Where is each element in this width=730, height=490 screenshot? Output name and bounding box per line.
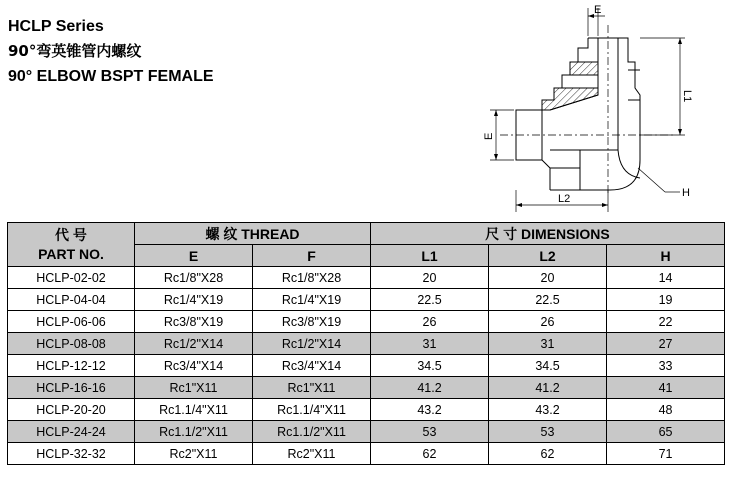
- cell-h: 41: [607, 377, 725, 399]
- cell-e: Rc1/2"X14: [135, 333, 253, 355]
- col-header-f: F: [253, 245, 371, 267]
- dim-label-e-top: E: [594, 4, 602, 16]
- cell-h: 19: [607, 289, 725, 311]
- cell-h: 48: [607, 399, 725, 421]
- thread-header: 螺 纹 THREAD: [135, 223, 371, 245]
- cell-e: Rc3/8"X19: [135, 311, 253, 333]
- cell-e: Rc2"X11: [135, 443, 253, 465]
- part-no-header: [8, 223, 135, 267]
- cell-e: Rc1/4"X19: [135, 289, 253, 311]
- specification-table: [7, 222, 725, 465]
- cell-h: 22: [607, 311, 725, 333]
- cell-f: Rc2"X11: [253, 443, 371, 465]
- dim-label-h: H: [682, 187, 690, 199]
- cell-e: Rc3/4"X14: [135, 355, 253, 377]
- cell-l2: 31: [489, 333, 607, 355]
- cell-l2: 20: [489, 267, 607, 289]
- cell-l1: 22.5: [371, 289, 489, 311]
- cell-f: Rc1/4"X19: [253, 289, 371, 311]
- cell-l2: 34.5: [489, 355, 607, 377]
- cell-l1: 53: [371, 421, 489, 443]
- table-row: [8, 443, 725, 465]
- cell-h: 33: [607, 355, 725, 377]
- table-row: [8, 333, 725, 355]
- table-row: [8, 289, 725, 311]
- cell-e: Rc1/8"X28: [135, 267, 253, 289]
- col-header-l1: L1: [371, 245, 489, 267]
- cell-f: Rc1/8"X28: [253, 267, 371, 289]
- cell-f: Rc1.1/4"X11: [253, 399, 371, 421]
- cell-l1: 31: [371, 333, 489, 355]
- cell-l2: 53: [489, 421, 607, 443]
- cell-l1: 62: [371, 443, 489, 465]
- cell-part-no: HCLP-12-12: [8, 355, 135, 377]
- cell-l2: 22.5: [489, 289, 607, 311]
- dim-label-l1: L1: [681, 90, 693, 103]
- cell-part-no: HCLP-02-02: [8, 267, 135, 289]
- dim-label-e-side: E: [483, 132, 495, 140]
- cell-f: Rc1"X11: [253, 377, 371, 399]
- cell-h: 65: [607, 421, 725, 443]
- cell-f: Rc1.1/2"X11: [253, 421, 371, 443]
- cell-part-no: HCLP-32-32: [8, 443, 135, 465]
- series-title: HCLP Series: [8, 18, 104, 35]
- cell-part-no: HCLP-24-24: [8, 421, 135, 443]
- cell-l1: 20: [371, 267, 489, 289]
- cell-part-no: HCLP-04-04: [8, 289, 135, 311]
- cell-l1: 41.2: [371, 377, 489, 399]
- table-row: [8, 377, 725, 399]
- cell-e: Rc1.1/2"X11: [135, 421, 253, 443]
- cell-l1: 26: [371, 311, 489, 333]
- table-row: [8, 421, 725, 443]
- table-row: [8, 311, 725, 333]
- cell-l1: 43.2: [371, 399, 489, 421]
- dimensions-header: 尺 寸 DIMENSIONS: [371, 223, 725, 245]
- table-row: [8, 267, 725, 289]
- cell-f: Rc3/8"X19: [253, 311, 371, 333]
- table-row: [8, 399, 725, 421]
- cell-f: Rc3/4"X14: [253, 355, 371, 377]
- cell-l1: 34.5: [371, 355, 489, 377]
- elbow-technical-drawing: [470, 0, 730, 215]
- cell-e: Rc1"X11: [135, 377, 253, 399]
- cell-part-no: HCLP-16-16: [8, 377, 135, 399]
- cell-h: 71: [607, 443, 725, 465]
- cell-l2: 43.2: [489, 399, 607, 421]
- cell-l2: 41.2: [489, 377, 607, 399]
- english-title: 90° ELBOW BSPT FEMALE: [8, 68, 214, 85]
- part-no-header-cn: 代 号: [55, 226, 87, 243]
- col-header-l2: L2: [489, 245, 607, 267]
- dim-label-l2: L2: [558, 193, 571, 205]
- cell-part-no: HCLP-06-06: [8, 311, 135, 333]
- cell-f: Rc1/2"X14: [253, 333, 371, 355]
- cell-e: Rc1.1/4"X11: [135, 399, 253, 421]
- cell-part-no: HCLP-20-20: [8, 399, 135, 421]
- chinese-title: 90°弯英锥管内螺纹: [8, 42, 142, 60]
- title-block: [8, 14, 214, 89]
- col-header-e: E: [135, 245, 253, 267]
- col-header-h: H: [607, 245, 725, 267]
- cell-part-no: HCLP-08-08: [8, 333, 135, 355]
- part-no-header-en: PART NO.: [38, 245, 104, 262]
- cell-h: 27: [607, 333, 725, 355]
- table-row: [8, 355, 725, 377]
- cell-h: 14: [607, 267, 725, 289]
- cell-l2: 62: [489, 443, 607, 465]
- cell-l2: 26: [489, 311, 607, 333]
